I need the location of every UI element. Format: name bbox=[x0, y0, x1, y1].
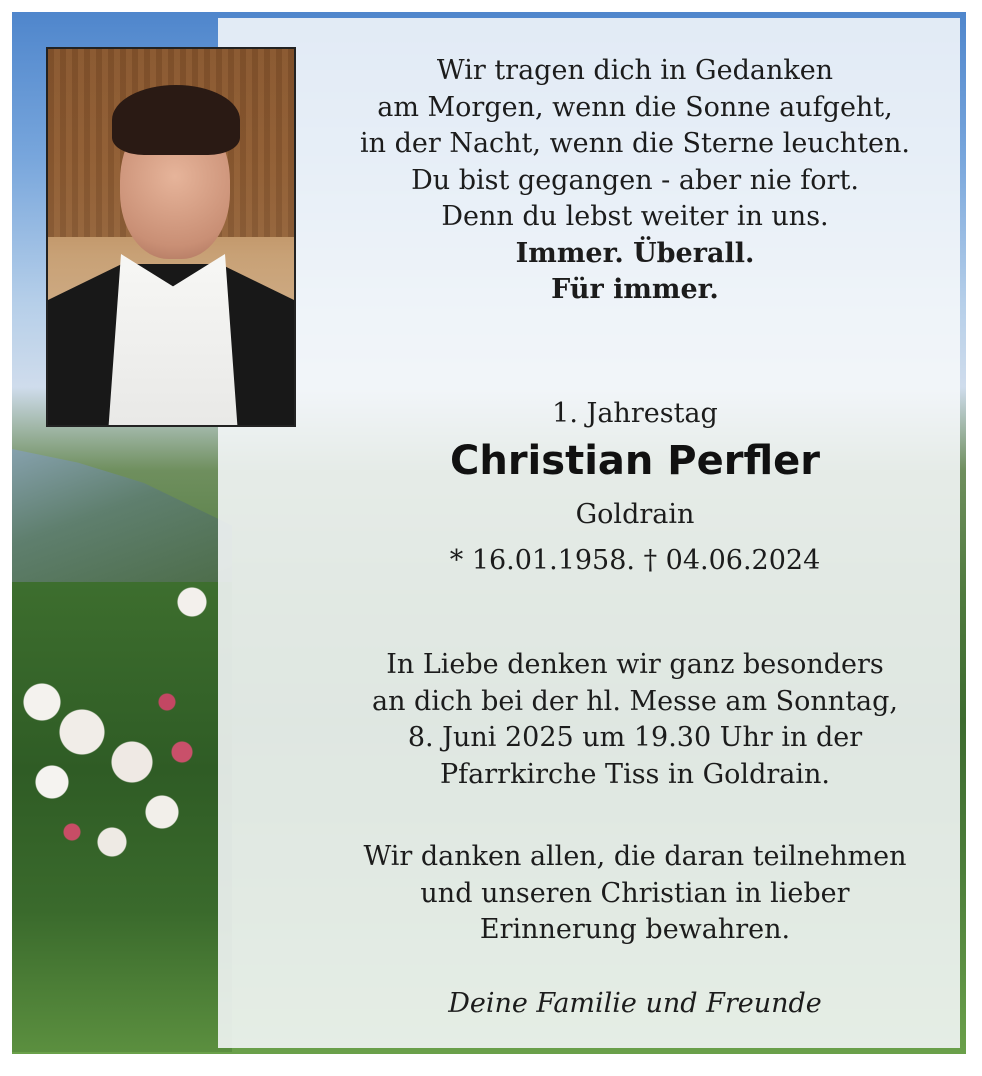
photo-hair bbox=[112, 85, 240, 155]
poem-bold-line: Immer. Überall. bbox=[515, 237, 755, 269]
thanks-line: Wir danken allen, die daran teilnehmen bbox=[363, 841, 907, 872]
mass-line: 8. Juni 2025 um 19.30 Uhr in der bbox=[407, 722, 863, 753]
rose-hedge-background bbox=[12, 582, 232, 1052]
poem-line: in der Nacht, wenn die Sterne leuchten. bbox=[359, 128, 911, 159]
mass-line: In Liebe denken wir ganz besonders bbox=[386, 649, 884, 680]
life-dates: * 16.01.1958. † 04.06.2024 bbox=[449, 545, 821, 576]
thanks-line: Erinnerung bewahren. bbox=[479, 914, 791, 945]
mass-announcement bbox=[300, 647, 970, 793]
mass-line: Pfarrkirche Tiss in Goldrain. bbox=[440, 758, 830, 790]
place: Goldrain bbox=[575, 499, 695, 530]
occasion: 1. Jahrestag bbox=[552, 398, 718, 429]
deceased-name: Christian Perfler bbox=[450, 438, 820, 484]
thanks bbox=[300, 839, 970, 949]
poem-line: Denn du lebst weiter in uns. bbox=[441, 201, 829, 232]
thanks-line: und unseren Christian in lieber bbox=[420, 877, 850, 909]
poem bbox=[300, 53, 970, 309]
poem-line: Du bist gegangen - aber nie fort. bbox=[411, 164, 859, 196]
poem-bold-line: Für immer. bbox=[551, 274, 719, 305]
mountain-background bbox=[12, 432, 232, 602]
signature: Deine Familie und Freunde bbox=[448, 988, 822, 1019]
poem-line: am Morgen, wenn die Sonne aufgeht, bbox=[377, 91, 893, 123]
mass-line: an dich bei der hl. Messe am Sonntag, bbox=[371, 685, 899, 717]
poem-line: Wir tragen dich in Gedanken bbox=[436, 55, 834, 86]
portrait-photo bbox=[46, 47, 296, 427]
